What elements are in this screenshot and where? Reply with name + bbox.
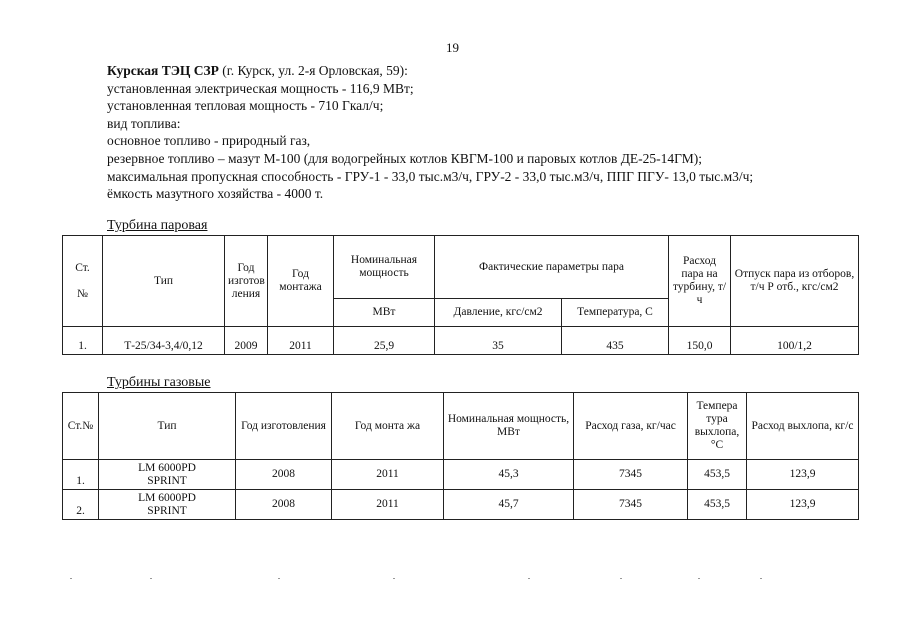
steam-header-year-made: Год изготов ления bbox=[225, 236, 268, 327]
steam-header-type: Тип bbox=[103, 236, 225, 327]
gas-cell-exhaust-temp: 453,5 bbox=[688, 460, 747, 490]
steam-cell-power: 25,9 bbox=[334, 327, 435, 355]
plant-description bbox=[107, 62, 753, 203]
steam-header-no-bottom: № bbox=[77, 287, 88, 300]
gas-cell-year-made: 2008 bbox=[236, 460, 332, 490]
plant-title-line bbox=[107, 62, 753, 80]
steam-header-temperature: Температура, С bbox=[562, 299, 669, 327]
steam-header-power: Номинальная мощность bbox=[334, 236, 435, 299]
steam-cell-temperature: 435 bbox=[562, 327, 669, 355]
steam-cell-flow: 150,0 bbox=[669, 327, 731, 355]
gas-cell-gas-flow: 7345 bbox=[574, 460, 688, 490]
steam-cell-type: Т-25/34-3,4/0,12 bbox=[103, 327, 225, 355]
intro-line: резервное топливо – мазут М-100 (для водогрейных котлов КВГМ-100 и паровых котлов ДЕ-25-14ГМ); bbox=[107, 150, 703, 166]
gas-header-gas-flow: Расход газа, кг/час bbox=[574, 393, 688, 460]
gas-header-exhaust-temp: Темпера тура выхлопа, °С bbox=[688, 393, 747, 460]
table-row bbox=[63, 490, 859, 520]
plant-name: Курская ТЭЦ СЗР bbox=[107, 63, 219, 78]
gas-cell-power: 45,3 bbox=[444, 460, 574, 490]
steam-header-row bbox=[63, 236, 859, 299]
gas-cell-type bbox=[99, 460, 236, 490]
steam-cell-no: 1. bbox=[63, 327, 103, 355]
gas-cell-power: 45,7 bbox=[444, 490, 574, 520]
steam-cell-pressure: 35 bbox=[435, 327, 562, 355]
gas-cell-year-mount: 2011 bbox=[332, 460, 444, 490]
intro-line: вид топлива: bbox=[107, 115, 181, 131]
gas-turbine-caption: Турбины газовые bbox=[107, 375, 211, 390]
gas-header-row bbox=[63, 393, 859, 460]
steam-header-params: Фактические параметры пара bbox=[435, 236, 669, 299]
intro-line: ёмкость мазутного хозяйства - 4000 т. bbox=[107, 186, 324, 202]
gas-cell-type-line2: SPRINT bbox=[147, 474, 187, 487]
table-row bbox=[63, 460, 859, 490]
gas-header-power: Номинальная мощность, МВт bbox=[444, 393, 574, 460]
gas-cell-exhaust-temp: 453,5 bbox=[688, 490, 747, 520]
gas-cell-year-mount: 2011 bbox=[332, 490, 444, 520]
scan-dot bbox=[278, 578, 280, 579]
scan-dot bbox=[70, 578, 72, 579]
gas-header-no: Ст.№ bbox=[63, 393, 99, 460]
steam-header-no bbox=[63, 236, 103, 327]
steam-cell-extraction: 100/1,2 bbox=[731, 327, 859, 355]
scan-artifact-dots bbox=[0, 578, 905, 582]
gas-cell-type-line1: LM 6000PD bbox=[138, 491, 196, 504]
gas-header-year-made: Год изготовления bbox=[236, 393, 332, 460]
gas-cell-year-made: 2008 bbox=[236, 490, 332, 520]
gas-header-year-mount: Год монта жа bbox=[332, 393, 444, 460]
gas-cell-type bbox=[99, 490, 236, 520]
page-number: 19 bbox=[446, 40, 459, 55]
steam-cell-year-mount: 2011 bbox=[268, 327, 334, 355]
gas-header-type: Тип bbox=[99, 393, 236, 460]
intro-line: установленная тепловая мощность - 710 Гкал/ч; bbox=[107, 98, 384, 114]
steam-header-extraction: Отпуск пара из отборов, т/ч Р отб., кгс/см2 bbox=[731, 236, 859, 327]
steam-turbine-table bbox=[62, 235, 859, 355]
gas-header-exhaust-flow: Расход выхлопа, кг/с bbox=[747, 393, 859, 460]
gas-cell-no: 1. bbox=[63, 460, 99, 490]
intro-line: установленная электрическая мощность - 116,9 МВт; bbox=[107, 80, 414, 96]
steam-header-no-top: Ст. bbox=[75, 261, 90, 274]
plant-address: (г. Курск, ул. 2-я Орловская, 59): bbox=[218, 63, 408, 78]
intro-line: основное топливо - природный газ, bbox=[107, 133, 311, 149]
gas-cell-type-line2: SPRINT bbox=[147, 504, 187, 517]
gas-cell-exhaust-flow: 123,9 bbox=[747, 460, 859, 490]
steam-header-power-unit: МВт bbox=[334, 299, 435, 327]
scan-dot bbox=[760, 578, 762, 579]
steam-header-year-mount: Год монтажа bbox=[268, 236, 334, 327]
scan-dot bbox=[150, 578, 152, 579]
steam-cell-year-made: 2009 bbox=[225, 327, 268, 355]
gas-cell-type-line1: LM 6000PD bbox=[138, 461, 196, 474]
intro-line: максимальная пропускная способность - ГРУ-1 - 33,0 тыс.м3/ч, ГРУ-2 - 33,0 тыс.м3/ч, ППГ ПГУ- 13,0 тыс.м3/ч; bbox=[107, 168, 754, 184]
table-row bbox=[63, 327, 859, 355]
scan-dot bbox=[698, 578, 700, 579]
gas-turbine-table bbox=[62, 392, 859, 520]
steam-header-flow: Расход пара на турбину, т/ч bbox=[669, 236, 731, 327]
scan-dot bbox=[528, 578, 530, 579]
gas-cell-exhaust-flow: 123,9 bbox=[747, 490, 859, 520]
gas-cell-no: 2. bbox=[63, 490, 99, 520]
scan-dot bbox=[393, 578, 395, 579]
steam-turbine-caption: Турбина паровая bbox=[107, 218, 208, 233]
gas-cell-gas-flow: 7345 bbox=[574, 490, 688, 520]
steam-header-pressure: Давление, кгс/см2 bbox=[435, 299, 562, 327]
scan-dot bbox=[620, 578, 622, 579]
